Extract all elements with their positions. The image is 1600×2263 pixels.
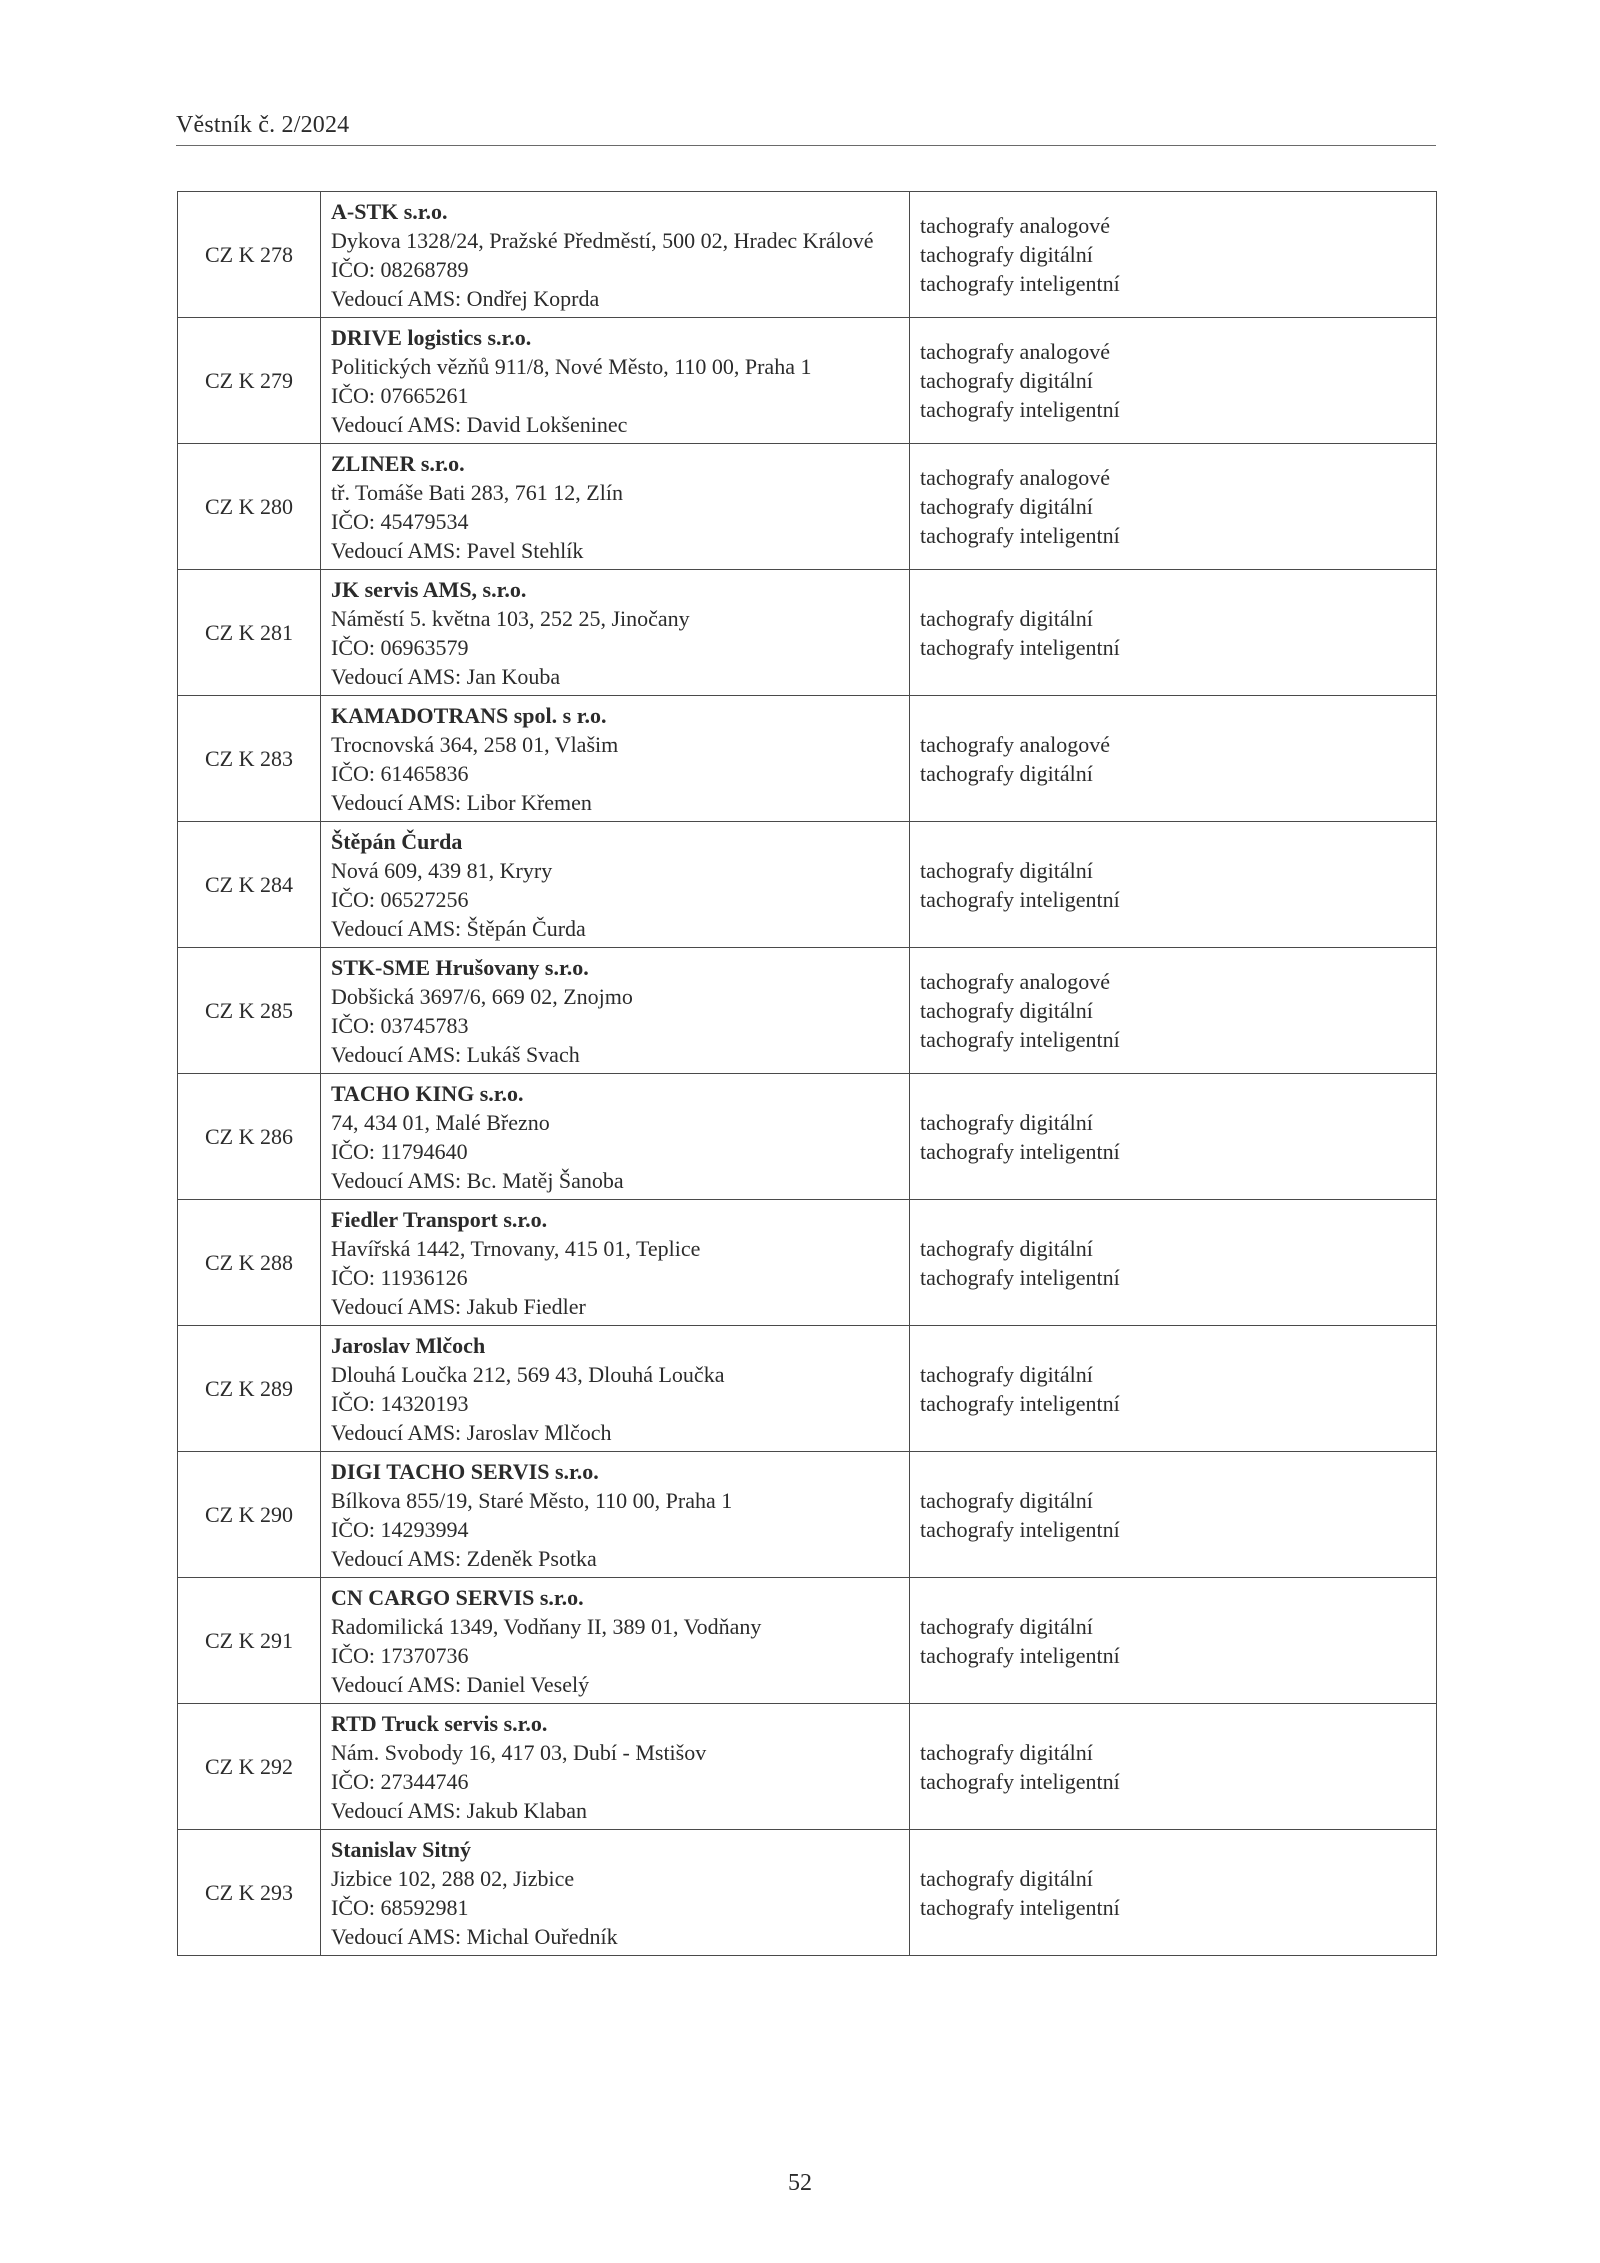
scope-cell — [910, 696, 1437, 822]
registration-code: CZ K 288 — [178, 1200, 321, 1326]
holder-cell — [321, 444, 910, 570]
scope-item: tachografy inteligentní — [920, 1264, 1120, 1290]
holder-cell — [321, 696, 910, 822]
scope-item: tachografy digitální — [920, 605, 1093, 631]
scope-item: tachografy inteligentní — [920, 523, 1120, 548]
holder-cell — [321, 1200, 910, 1326]
table-row — [178, 696, 1437, 822]
holder-address: 74, 434 01, Malé Březno — [331, 1109, 550, 1135]
scope-cell — [910, 318, 1437, 444]
holder-manager: Vedoucí AMS: Jakub Fiedler — [331, 1293, 586, 1319]
registration-code: CZ K 281 — [178, 570, 321, 696]
scope-item: tachografy inteligentní — [920, 397, 1120, 422]
table-row — [178, 444, 1437, 570]
holder-manager: Vedoucí AMS: Zdeněk Psotka — [331, 1545, 597, 1571]
holder-name: Stanislav Sitný — [331, 1836, 471, 1862]
holder-name: KAMADOTRANS spol. s r.o. — [331, 702, 607, 728]
holder-name: JK servis AMS, s.r.o. — [331, 576, 527, 602]
scope-cell — [910, 1830, 1437, 1956]
scope-item: tachografy analogové — [920, 731, 1110, 757]
scope-item: tachografy digitální — [920, 1865, 1093, 1891]
holder-name: DRIVE logistics s.r.o. — [331, 324, 532, 350]
holder-ico: IČO: 17370736 — [331, 1642, 469, 1668]
holder-name: STK-SME Hrušovany s.r.o. — [331, 954, 589, 980]
holder-name: TACHO KING s.r.o. — [331, 1080, 524, 1106]
holder-manager: Vedoucí AMS: Pavel Stehlík — [331, 537, 584, 563]
holder-name: ZLINER s.r.o. — [331, 450, 465, 476]
holder-cell — [321, 1830, 910, 1956]
registration-code: CZ K 284 — [178, 822, 321, 948]
holder-ico: IČO: 45479534 — [331, 508, 469, 534]
holder-ico: IČO: 27344746 — [331, 1768, 469, 1794]
registration-code: CZ K 286 — [178, 1074, 321, 1200]
table-row — [178, 1830, 1437, 1956]
holder-address: Politických vězňů 911/8, Nové Město, 110 00, Praha 1 — [331, 353, 812, 379]
scope-item: tachografy digitální — [920, 1109, 1093, 1135]
holder-cell — [321, 822, 910, 948]
holder-address: Radomilická 1349, Vodňany II, 389 01, Vodňany — [331, 1613, 762, 1639]
scope-item: tachografy inteligentní — [920, 1390, 1120, 1416]
scope-item: tachografy digitální — [920, 1235, 1093, 1261]
table-row — [178, 1578, 1437, 1704]
scope-cell — [910, 822, 1437, 948]
holder-address: Náměstí 5. května 103, 252 25, Jinočany — [331, 605, 690, 631]
holder-ico: IČO: 06527256 — [331, 886, 469, 912]
table-row — [178, 1326, 1437, 1452]
scope-cell — [910, 1074, 1437, 1200]
table-row — [178, 1074, 1437, 1200]
table-row — [178, 1200, 1437, 1326]
scope-item: tachografy inteligentní — [920, 1516, 1120, 1542]
holder-ico: IČO: 06963579 — [331, 634, 469, 660]
page-number: 52 — [788, 2170, 812, 2196]
scope-cell — [910, 1326, 1437, 1452]
scope-item: tachografy digitální — [920, 1613, 1093, 1639]
registry-table-body — [178, 192, 1437, 1956]
scope-item: tachografy inteligentní — [920, 271, 1120, 296]
holder-cell — [321, 1326, 910, 1452]
running-header: Věstník č. 2/2024 — [176, 112, 350, 138]
scope-cell — [910, 1578, 1437, 1704]
table-row — [178, 948, 1437, 1074]
holder-ico: IČO: 08268789 — [331, 256, 469, 282]
holder-manager: Vedoucí AMS: Bc. Matěj Šanoba — [331, 1167, 624, 1193]
holder-ico: IČO: 14320193 — [331, 1390, 469, 1416]
table-row — [178, 570, 1437, 696]
scope-item: tachografy inteligentní — [920, 886, 1120, 912]
holder-address: Nová 609, 439 81, Kryry — [331, 857, 553, 883]
scope-item: tachografy digitální — [920, 998, 1093, 1023]
holder-manager: Vedoucí AMS: Michal Ouředník — [331, 1923, 618, 1949]
registration-code: CZ K 285 — [178, 948, 321, 1074]
header-rule — [176, 145, 1436, 146]
holder-cell — [321, 318, 910, 444]
scope-cell — [910, 1452, 1437, 1578]
registration-code: CZ K 290 — [178, 1452, 321, 1578]
holder-manager: Vedoucí AMS: Ondřej Koprda — [331, 285, 600, 311]
holder-address: Dlouhá Loučka 212, 569 43, Dlouhá Loučka — [331, 1361, 725, 1387]
holder-name: RTD Truck servis s.r.o. — [331, 1710, 548, 1736]
registration-code: CZ K 289 — [178, 1326, 321, 1452]
holder-name: Jaroslav Mlčoch — [331, 1332, 486, 1358]
holder-ico: IČO: 11936126 — [331, 1264, 468, 1290]
holder-address: Jizbice 102, 288 02, Jizbice — [331, 1865, 575, 1891]
holder-manager: Vedoucí AMS: Daniel Veselý — [331, 1671, 590, 1697]
scope-item: tachografy analogové — [920, 969, 1110, 994]
holder-cell — [321, 1704, 910, 1830]
scope-item: tachografy digitální — [920, 494, 1093, 519]
scope-item: tachografy inteligentní — [920, 634, 1120, 660]
registration-code: CZ K 278 — [178, 192, 321, 318]
holder-ico: IČO: 68592981 — [331, 1894, 469, 1920]
holder-manager: Vedoucí AMS: Lukáš Svach — [331, 1041, 580, 1067]
holder-address: Dobšická 3697/6, 669 02, Znojmo — [331, 983, 633, 1009]
holder-cell — [321, 1452, 910, 1578]
holder-name: DIGI TACHO SERVIS s.r.o. — [331, 1458, 599, 1484]
scope-cell — [910, 192, 1437, 318]
scope-item: tachografy digitální — [920, 242, 1093, 267]
scope-cell — [910, 444, 1437, 570]
table-row — [178, 822, 1437, 948]
scope-item: tachografy digitální — [920, 368, 1093, 393]
table-row — [178, 192, 1437, 318]
holder-ico: IČO: 03745783 — [331, 1012, 469, 1038]
scope-cell — [910, 1200, 1437, 1326]
registration-code: CZ K 280 — [178, 444, 321, 570]
scope-item: tachografy analogové — [920, 339, 1110, 364]
scope-item: tachografy digitální — [920, 760, 1093, 786]
registration-code: CZ K 291 — [178, 1578, 321, 1704]
holder-ico: IČO: 14293994 — [331, 1516, 469, 1542]
holder-name: CN CARGO SERVIS s.r.o. — [331, 1584, 584, 1610]
holder-name: A-STK s.r.o. — [331, 198, 448, 224]
holder-cell — [321, 1074, 910, 1200]
scope-cell — [910, 948, 1437, 1074]
scope-item: tachografy digitální — [920, 1739, 1093, 1765]
holder-cell — [321, 1578, 910, 1704]
scope-item: tachografy inteligentní — [920, 1642, 1120, 1668]
registry-table — [177, 191, 1437, 1956]
holder-cell — [321, 570, 910, 696]
holder-ico: IČO: 07665261 — [331, 382, 469, 408]
holder-manager: Vedoucí AMS: David Lokšeninec — [331, 411, 628, 437]
holder-address: Trocnovská 364, 258 01, Vlašim — [331, 731, 619, 757]
holder-manager: Vedoucí AMS: Jakub Klaban — [331, 1797, 588, 1823]
holder-manager: Vedoucí AMS: Štěpán Čurda — [331, 915, 586, 941]
holder-address: Bílkova 855/19, Staré Město, 110 00, Praha 1 — [331, 1487, 733, 1513]
scope-item: tachografy inteligentní — [920, 1027, 1120, 1052]
holder-address: Nám. Svobody 16, 417 03, Dubí - Mstišov — [331, 1739, 707, 1765]
registration-code: CZ K 292 — [178, 1704, 321, 1830]
holder-manager: Vedoucí AMS: Jan Kouba — [331, 663, 561, 689]
registration-code: CZ K 293 — [178, 1830, 321, 1956]
holder-ico: IČO: 61465836 — [331, 760, 469, 786]
holder-manager: Vedoucí AMS: Jaroslav Mlčoch — [331, 1419, 612, 1445]
scope-cell — [910, 1704, 1437, 1830]
scope-item: tachografy digitální — [920, 857, 1093, 883]
holder-ico: IČO: 11794640 — [331, 1138, 468, 1164]
scope-item: tachografy inteligentní — [920, 1138, 1120, 1164]
scope-item: tachografy digitální — [920, 1487, 1093, 1513]
holder-address: tř. Tomáše Bati 283, 761 12, Zlín — [331, 479, 623, 505]
scope-item: tachografy analogové — [920, 213, 1110, 238]
table-row — [178, 318, 1437, 444]
registration-code: CZ K 279 — [178, 318, 321, 444]
scope-item: tachografy inteligentní — [920, 1768, 1120, 1794]
scope-item: tachografy digitální — [920, 1361, 1093, 1387]
table-row — [178, 1452, 1437, 1578]
holder-address: Havířská 1442, Trnovany, 415 01, Teplice — [331, 1235, 701, 1261]
table-row — [178, 1704, 1437, 1830]
scope-cell — [910, 570, 1437, 696]
scope-item: tachografy analogové — [920, 465, 1110, 490]
registration-code: CZ K 283 — [178, 696, 321, 822]
holder-manager: Vedoucí AMS: Libor Křemen — [331, 789, 592, 815]
holder-name: Fiedler Transport s.r.o. — [331, 1206, 548, 1232]
holder-cell — [321, 948, 910, 1074]
holder-name: Štěpán Čurda — [331, 828, 463, 854]
scope-item: tachografy inteligentní — [920, 1894, 1120, 1920]
holder-cell — [321, 192, 910, 318]
holder-address: Dykova 1328/24, Pražské Předměstí, 500 02, Hradec Králové — [331, 227, 874, 253]
